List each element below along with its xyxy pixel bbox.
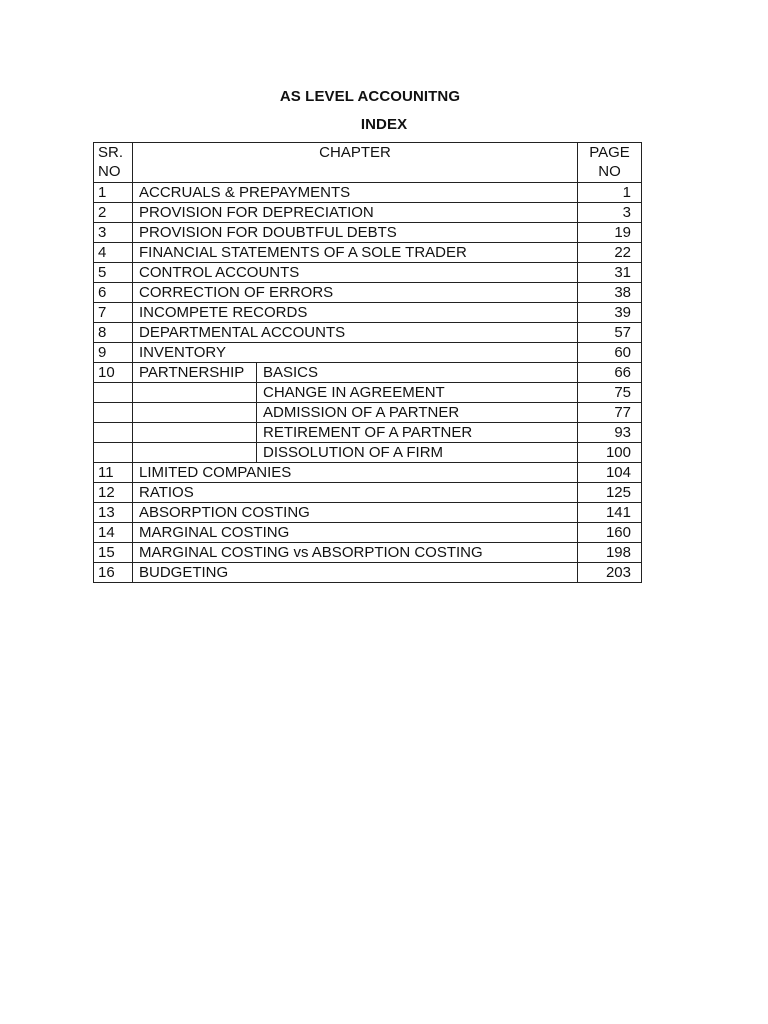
page-number-cell: 1 (578, 183, 642, 203)
page-number-cell: 203 (578, 563, 642, 583)
chapter-cell: BUDGETING (133, 563, 578, 583)
srno-header (94, 143, 133, 183)
serial-number-cell: 16 (94, 563, 133, 583)
chapter-cell: PROVISION FOR DEPRECIATION (133, 203, 578, 223)
subtopic-cell: ADMISSION OF A PARTNER (257, 403, 578, 423)
table-row (94, 483, 642, 503)
subtopic-cell: BASICS (257, 363, 578, 383)
page-header (578, 143, 642, 183)
serial-number-cell: 8 (94, 323, 133, 343)
page-number-cell: 31 (578, 263, 642, 283)
chapter-cell: ACCRUALS & PREPAYMENTS (133, 183, 578, 203)
serial-number-cell: 1 (94, 183, 133, 203)
serial-number-cell: 7 (94, 303, 133, 323)
serial-number-cell: 4 (94, 243, 133, 263)
index-table (93, 142, 642, 583)
chapter-cell (133, 383, 257, 403)
subtopic-cell: DISSOLUTION OF A FIRM (257, 443, 578, 463)
page-number-cell: 19 (578, 223, 642, 243)
page-number-cell: 141 (578, 503, 642, 523)
table-row (94, 183, 642, 203)
table-row (94, 443, 642, 463)
chapter-cell: PARTNERSHIP (133, 363, 257, 383)
chapter-header: CHAPTER (133, 143, 578, 183)
table-row (94, 203, 642, 223)
chapter-cell (133, 403, 257, 423)
chapter-cell: PROVISION FOR DOUBTFUL DEBTS (133, 223, 578, 243)
chapter-cell (133, 443, 257, 463)
table-row (94, 363, 642, 383)
serial-number-cell (94, 423, 133, 443)
page-number-cell: 93 (578, 423, 642, 443)
table-row (94, 503, 642, 523)
serial-number-cell: 11 (94, 463, 133, 483)
chapter-cell: FINANCIAL STATEMENTS OF A SOLE TRADER (133, 243, 578, 263)
table-row (94, 263, 642, 283)
chapter-cell: MARGINAL COSTING (133, 523, 578, 543)
serial-number-cell: 15 (94, 543, 133, 563)
page-number-cell: 39 (578, 303, 642, 323)
table-row (94, 423, 642, 443)
page-number-cell: 77 (578, 403, 642, 423)
chapter-cell: ABSORPTION COSTING (133, 503, 578, 523)
table-row (94, 543, 642, 563)
page-number-cell: 75 (578, 383, 642, 403)
table-row (94, 463, 642, 483)
serial-number-cell (94, 443, 133, 463)
document-title: AS LEVEL ACCOUNITNG (279, 88, 461, 105)
page-number-cell: 66 (578, 363, 642, 383)
chapter-cell: CORRECTION OF ERRORS (133, 283, 578, 303)
table-row (94, 383, 642, 403)
table-row (94, 523, 642, 543)
chapter-cell: LIMITED COMPANIES (133, 463, 578, 483)
page-header-line2: NO (598, 163, 621, 180)
serial-number-cell: 12 (94, 483, 133, 503)
serial-number-cell (94, 383, 133, 403)
subtopic-cell: RETIREMENT OF A PARTNER (257, 423, 578, 443)
table-row (94, 243, 642, 263)
page-number-cell: 57 (578, 323, 642, 343)
serial-number-cell: 6 (94, 283, 133, 303)
page-number-cell: 22 (578, 243, 642, 263)
srno-header-line2: NO (98, 163, 121, 180)
serial-number-cell: 5 (94, 263, 133, 283)
chapter-cell (133, 423, 257, 443)
chapter-cell: RATIOS (133, 483, 578, 503)
table-row (94, 343, 642, 363)
chapter-cell: MARGINAL COSTING vs ABSORPTION COSTING (133, 543, 578, 563)
serial-number-cell (94, 403, 133, 423)
page-number-cell: 100 (578, 443, 642, 463)
subtopic-cell: CHANGE IN AGREEMENT (257, 383, 578, 403)
serial-number-cell: 13 (94, 503, 133, 523)
serial-number-cell: 10 (94, 363, 133, 383)
srno-header-line1: SR. (98, 144, 124, 161)
table-row (94, 283, 642, 303)
table-header-row (94, 143, 642, 183)
page-number-cell: 125 (578, 483, 642, 503)
table-row (94, 323, 642, 343)
page-number-cell: 104 (578, 463, 642, 483)
table-row (94, 223, 642, 243)
serial-number-cell: 9 (94, 343, 133, 363)
table-row (94, 303, 642, 323)
table-row (94, 563, 642, 583)
page-header-line1: PAGE (589, 144, 630, 161)
table-row (94, 403, 642, 423)
serial-number-cell: 14 (94, 523, 133, 543)
serial-number-cell: 3 (94, 223, 133, 243)
chapter-cell: INCOMPETE RECORDS (133, 303, 578, 323)
page-number-cell: 60 (578, 343, 642, 363)
serial-number-cell: 2 (94, 203, 133, 223)
chapter-cell: INVENTORY (133, 343, 578, 363)
index-heading: INDEX (360, 116, 408, 133)
page-number-cell: 3 (578, 203, 642, 223)
page-number-cell: 160 (578, 523, 642, 543)
chapter-cell: DEPARTMENTAL ACCOUNTS (133, 323, 578, 343)
chapter-cell: CONTROL ACCOUNTS (133, 263, 578, 283)
page-number-cell: 198 (578, 543, 642, 563)
page-number-cell: 38 (578, 283, 642, 303)
